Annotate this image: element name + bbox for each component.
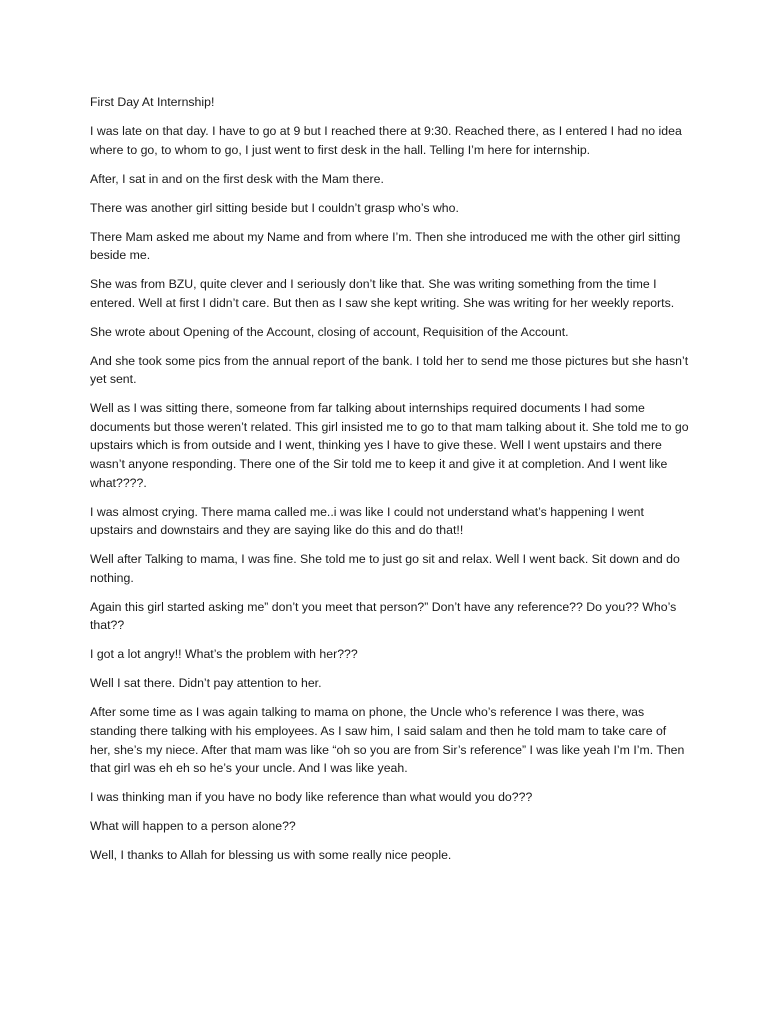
- paragraph-15: I was thinking man if you have no body like reference than what would you do???: [90, 790, 533, 805]
- paragraph-1: I was late on that day. I have to go at 9 but I reached there at 9:30. Reached there, as I entered I had no idea where to go, to whom to go, I just went to first desk in the hall. Telling I’m here for internship.: [90, 123, 682, 157]
- paragraph-12: I got a lot angry!! What’s the problem with her???: [90, 647, 358, 662]
- paragraph-4: There Mam asked me about my Name and from where I’m. Then she introduced me with the other girl sitting beside me.: [90, 229, 681, 263]
- paragraph-10: Well after Talking to mama, I was fine. She told me to just go sit and relax. Well I went back. Sit down and do nothing.: [90, 552, 680, 585]
- paragraph-16: What will happen to a person alone??: [90, 819, 296, 834]
- paragraph-11: Again this girl started asking me” don’t you meet that person?” Don’t have any reference?? Do you?? Who’s that??: [90, 599, 677, 633]
- paragraph-17: Well, I thanks to Allah for blessing us with some really nice people.: [90, 848, 452, 863]
- paragraph-8: Well as I was sitting there, someone from far talking about internships required documents I had some documents but those weren’t related. This girl insisted me to go to that mam talking about it. She told me to go upstairs which is from outside and I went, thinking yes I have to give these. Well I went upstairs and there wasn’t anyone responding. There one of the Sir told me to keep it and give it at completion. And I went like what????.: [90, 401, 689, 490]
- paragraph-7: And she took some pics from the annual report of the bank. I told her to send me those pictures but she hasn’t yet sent.: [90, 353, 689, 387]
- paragraph-13: Well I sat there. Didn’t pay attention to her.: [90, 676, 322, 691]
- document-title: First Day At Internship!: [90, 95, 215, 109]
- paragraph-3: There was another girl sitting beside but I couldn’t grasp who’s who.: [90, 200, 459, 215]
- paragraph-6: She wrote about Opening of the Account, closing of account, Requisition of the Account.: [90, 324, 569, 339]
- paragraph-14: After some time as I was again talking to mama on phone, the Uncle who’s reference I was there, was standing there talking with his employees. As I saw him, I said salam and then he told mam to take care of her, she’s my niece. After that mam was like “oh so you are from Sir’s reference” I was like yeah I’m I’m. Then that girl was eh eh so he’s your uncle. And I was like yeah.: [90, 705, 685, 776]
- paragraph-2: After, I sat in and on the first desk with the Mam there.: [90, 171, 384, 186]
- paragraph-5: She was from BZU, quite clever and I seriously don’t like that. She was writing something from the time I entered. Well at first I didn’t care. But then as I saw she kept writing. She was writing for her weekly reports.: [90, 277, 675, 310]
- paragraph-9: I was almost crying. There mama called me..i was like I could not understand what’s happening I went upstairs and downstairs and they are saying like do this and do that!!: [90, 504, 644, 538]
- document-body: [90, 93, 690, 875]
